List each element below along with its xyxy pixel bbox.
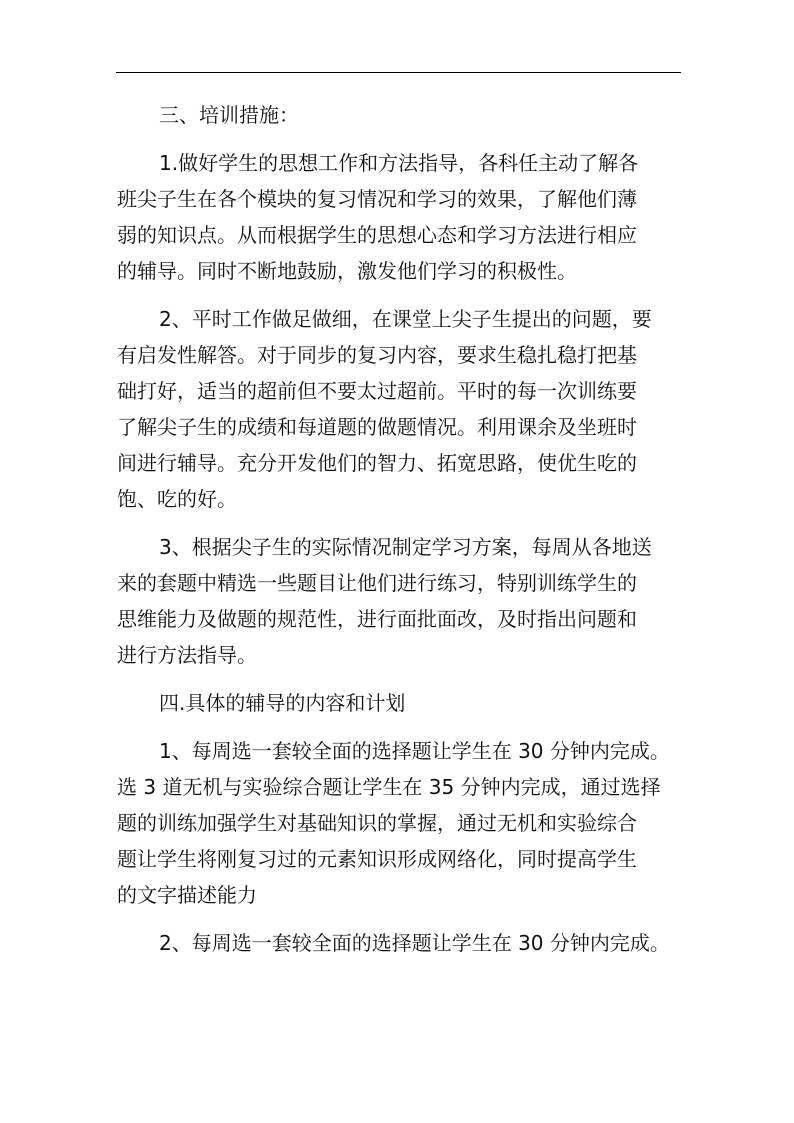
text-line: 了解尖子生的成绩和每道题的做题情况。利用课余及坐班时	[117, 415, 637, 439]
text-line: 弱的知识点。从而根据学生的思想心态和学习方法进行相应	[117, 223, 637, 247]
header-rule	[116, 72, 681, 73]
text-line: 题让学生将刚复习过的元素知识形成网络化，同时提高学生	[117, 847, 637, 871]
measure-3	[117, 529, 683, 673]
plan-2	[117, 925, 683, 961]
text-line: 四.具体的辅导的内容和计划	[159, 691, 406, 715]
text-line: 进行方法指导。	[117, 643, 257, 667]
section-heading-4	[117, 685, 683, 721]
text-line: 2、每周选一套较全面的选择题让学生在 30 分钟内完成。	[159, 931, 670, 955]
measure-1	[117, 145, 683, 289]
text-line: 1、每周选一套较全面的选择题让学生在 30 分钟内完成。	[159, 739, 670, 763]
text-line: 饱、吃的好。	[117, 487, 237, 511]
text-line: 三、培训措施：	[159, 103, 299, 127]
text-line: 来的套题中精选一些题目让他们进行练习，特别训练学生的	[117, 571, 637, 595]
text-line: 1.做好学生的思想工作和方法指导，各科任主动了解各	[159, 151, 639, 175]
document-body	[117, 97, 683, 973]
measure-2	[117, 301, 683, 517]
section-heading-3	[117, 97, 683, 133]
text-line: 题的训练加强学生对基础知识的掌握，通过无机和实验综合	[117, 811, 637, 835]
text-line: 班尖子生在各个模块的复习情况和学习的效果，了解他们薄	[117, 187, 637, 211]
text-line: 间进行辅导。充分开发他们的智力、拓宽思路，使优生吃的	[117, 451, 637, 475]
text-line: 的辅导。同时不断地鼓励，激发他们学习的积极性。	[117, 259, 577, 283]
text-line: 2、平时工作做足做细，在课堂上尖子生提出的问题，要	[159, 307, 652, 331]
text-line: 的文字描述能力	[117, 883, 257, 907]
text-line: 有启发性解答。对于同步的复习内容，要求生稳扎稳打把基	[117, 343, 637, 367]
plan-1	[117, 733, 683, 913]
text-line: 3、根据尖子生的实际情况制定学习方案，每周从各地送	[159, 535, 652, 559]
text-line: 选 3 道无机与实验综合题让学生在 35 分钟内完成，通过选择	[117, 775, 661, 799]
text-line: 思维能力及做题的规范性，进行面批面改，及时指出问题和	[117, 607, 637, 631]
text-line: 础打好，适当的超前但不要太过超前。平时的每一次训练要	[117, 379, 637, 403]
